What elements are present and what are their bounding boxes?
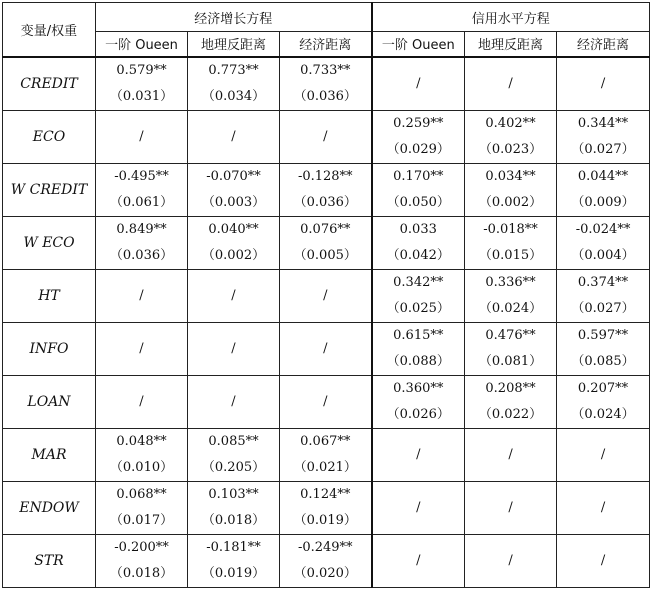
coefficient-cell xyxy=(96,534,188,587)
coefficient-estimate: / xyxy=(600,552,606,568)
coefficient-cell xyxy=(465,322,557,375)
coefficient-estimate: -0.181** xyxy=(206,539,261,555)
coefficient-estimate: 0.103** xyxy=(208,486,259,502)
standard-error: （0.036） xyxy=(109,247,174,263)
coefficient-cell xyxy=(557,269,650,322)
standard-error: （0.018） xyxy=(109,565,174,581)
coefficient-estimate: -0.200** xyxy=(114,539,169,555)
table-row xyxy=(3,534,650,587)
coefficient-estimate: -0.018** xyxy=(483,221,538,237)
coefficient-cell xyxy=(465,216,557,269)
standard-error: （0.042） xyxy=(386,247,450,263)
coefficient-cell xyxy=(557,216,650,269)
coefficient-estimate: / xyxy=(416,446,421,462)
coefficient-cell xyxy=(188,216,280,269)
coefficient-cell xyxy=(96,57,188,111)
coefficient-estimate: / xyxy=(600,499,606,515)
variable-name: ENDOW xyxy=(3,481,96,534)
coefficient-cell xyxy=(96,322,188,375)
coefficient-estimate: / xyxy=(508,552,513,568)
table-row xyxy=(3,269,650,322)
standard-error: （0.002） xyxy=(201,247,266,263)
coefficient-cell xyxy=(557,375,650,428)
coefficient-estimate: 0.733** xyxy=(300,62,351,78)
variable-name: W ECO xyxy=(3,216,96,269)
corner-header: 变量/权重 xyxy=(3,3,96,57)
standard-error: （0.026） xyxy=(386,406,450,422)
variable-name: ECO xyxy=(3,110,96,163)
coefficient-estimate: 0.170** xyxy=(393,168,444,184)
table-row xyxy=(3,375,650,428)
coefficient-cell xyxy=(280,269,372,322)
standard-error: （0.021） xyxy=(293,459,357,475)
coefficient-estimate: / xyxy=(139,128,144,144)
coefficient-cell xyxy=(188,375,280,428)
table-row xyxy=(3,163,650,216)
coefficient-cell xyxy=(280,57,372,111)
standard-error: （0.009） xyxy=(571,194,635,210)
table-row xyxy=(3,216,650,269)
standard-error: （0.010） xyxy=(109,459,174,475)
table-row xyxy=(3,110,650,163)
coefficient-cell xyxy=(280,216,372,269)
variable-name: HT xyxy=(3,269,96,322)
coefficient-estimate: / xyxy=(508,75,513,91)
coefficient-cell xyxy=(372,375,465,428)
coefficient-estimate: 0.068** xyxy=(116,486,167,502)
coefficient-cell xyxy=(280,322,372,375)
coefficient-estimate: 0.048** xyxy=(116,433,167,449)
coefficient-cell xyxy=(280,163,372,216)
standard-error: （0.025） xyxy=(386,300,450,316)
coefficient-cell xyxy=(372,163,465,216)
standard-error: （0.029） xyxy=(386,141,450,157)
table-body xyxy=(3,57,650,588)
coefficient-cell xyxy=(188,57,280,111)
standard-error: （0.024） xyxy=(478,300,543,316)
group-header-credit: 信用水平方程 xyxy=(372,3,650,32)
coefficient-cell xyxy=(372,481,465,534)
coefficient-cell xyxy=(557,481,650,534)
table-row xyxy=(3,322,650,375)
coefficient-cell xyxy=(188,269,280,322)
standard-error: （0.205） xyxy=(201,459,266,475)
coefficient-estimate: / xyxy=(323,287,328,303)
standard-error: （0.004） xyxy=(571,247,635,263)
standard-error: （0.027） xyxy=(571,300,635,316)
header-row-groups xyxy=(3,3,650,32)
coefficient-estimate: / xyxy=(139,287,144,303)
coefficient-cell xyxy=(96,428,188,481)
coefficient-cell xyxy=(280,375,372,428)
coefficient-estimate: 0.085** xyxy=(208,433,259,449)
variable-name: LOAN xyxy=(3,375,96,428)
coefficient-estimate: 0.067** xyxy=(300,433,351,449)
standard-error: （0.031） xyxy=(109,88,174,104)
coefficient-estimate: / xyxy=(508,446,513,462)
coefficient-cell xyxy=(188,110,280,163)
standard-error: （0.061） xyxy=(109,194,174,210)
coefficient-estimate: 0.849** xyxy=(116,221,167,237)
variable-name: CREDIT xyxy=(3,57,96,111)
header-row-subcols xyxy=(3,32,650,57)
coefficient-estimate: 0.344** xyxy=(577,115,629,131)
coefficient-cell xyxy=(557,534,650,587)
standard-error: （0.088） xyxy=(386,353,450,369)
subcol-header: 经济距离 xyxy=(557,32,650,57)
coefficient-estimate: / xyxy=(231,393,236,409)
standard-error: （0.017） xyxy=(109,512,174,528)
group-header-growth: 经济增长方程 xyxy=(96,3,372,32)
coefficient-estimate: 0.044** xyxy=(577,168,629,184)
coefficient-cell xyxy=(188,163,280,216)
standard-error: （0.015） xyxy=(478,247,543,263)
coefficient-estimate: 0.374** xyxy=(577,274,629,290)
table-row xyxy=(3,481,650,534)
coefficient-estimate: 0.402** xyxy=(485,115,536,131)
coefficient-estimate: 0.579** xyxy=(116,62,167,78)
variable-name: MAR xyxy=(3,428,96,481)
coefficient-estimate: 0.033 xyxy=(399,221,437,237)
standard-error: （0.002） xyxy=(478,194,543,210)
coefficient-estimate: 0.076** xyxy=(300,221,351,237)
standard-error: （0.050） xyxy=(386,194,450,210)
coefficient-estimate: / xyxy=(600,446,606,462)
coefficient-estimate: / xyxy=(323,340,328,356)
coefficient-estimate: 0.336** xyxy=(485,274,536,290)
coefficient-cell xyxy=(96,375,188,428)
coefficient-estimate: / xyxy=(323,128,328,144)
subcol-header: 一阶 Oueen xyxy=(372,32,465,57)
coefficient-estimate: 0.207** xyxy=(577,380,629,396)
coefficient-estimate: -0.495** xyxy=(114,168,169,184)
standard-error: （0.018） xyxy=(201,512,266,528)
coefficient-estimate: / xyxy=(416,499,421,515)
coefficient-cell xyxy=(372,216,465,269)
regression-results-table xyxy=(2,2,650,588)
standard-error: （0.019） xyxy=(201,565,266,581)
coefficient-estimate: / xyxy=(323,393,328,409)
coefficient-cell xyxy=(188,481,280,534)
coefficient-cell xyxy=(280,481,372,534)
coefficient-estimate: / xyxy=(139,393,144,409)
standard-error: （0.020） xyxy=(293,565,357,581)
coefficient-estimate: -0.249** xyxy=(297,539,353,555)
coefficient-estimate: 0.615** xyxy=(393,327,444,343)
coefficient-cell xyxy=(188,534,280,587)
coefficient-estimate: 0.124** xyxy=(300,486,351,502)
coefficient-estimate: 0.259** xyxy=(393,115,444,131)
coefficient-estimate: 0.360** xyxy=(393,380,444,396)
coefficient-estimate: 0.476** xyxy=(485,327,536,343)
coefficient-cell xyxy=(96,481,188,534)
subcol-header: 一阶 Oueen xyxy=(96,32,188,57)
subcol-header: 地理反距离 xyxy=(465,32,557,57)
coefficient-estimate: 0.208** xyxy=(485,380,536,396)
coefficient-cell xyxy=(372,57,465,111)
coefficient-cell xyxy=(557,428,650,481)
standard-error: （0.027） xyxy=(571,141,635,157)
standard-error: （0.081） xyxy=(478,353,543,369)
standard-error: （0.024） xyxy=(571,406,635,422)
coefficient-cell xyxy=(372,269,465,322)
variable-name: W CREDIT xyxy=(3,163,96,216)
coefficient-cell xyxy=(465,163,557,216)
coefficient-cell xyxy=(465,110,557,163)
table-header xyxy=(3,3,650,57)
coefficient-cell xyxy=(96,269,188,322)
coefficient-estimate: / xyxy=(231,287,236,303)
standard-error: （0.023） xyxy=(478,141,543,157)
coefficient-cell xyxy=(465,57,557,111)
coefficient-estimate: / xyxy=(231,128,236,144)
coefficient-estimate: 0.034** xyxy=(485,168,536,184)
subcol-header: 经济距离 xyxy=(280,32,372,57)
coefficient-estimate: / xyxy=(416,75,421,91)
coefficient-estimate: / xyxy=(139,340,144,356)
coefficient-cell xyxy=(557,110,650,163)
coefficient-cell xyxy=(280,110,372,163)
coefficient-estimate: 0.342** xyxy=(393,274,444,290)
standard-error: （0.036） xyxy=(293,194,357,210)
coefficient-estimate: -0.128** xyxy=(297,168,353,184)
coefficient-cell xyxy=(557,163,650,216)
coefficient-estimate: -0.070** xyxy=(206,168,261,184)
coefficient-estimate: / xyxy=(508,499,513,515)
coefficient-cell xyxy=(280,534,372,587)
coefficient-cell xyxy=(557,322,650,375)
coefficient-cell xyxy=(96,163,188,216)
coefficient-estimate: / xyxy=(231,340,236,356)
coefficient-cell xyxy=(372,428,465,481)
coefficient-cell xyxy=(465,269,557,322)
standard-error: （0.003） xyxy=(201,194,266,210)
subcol-header: 地理反距离 xyxy=(188,32,280,57)
coefficient-estimate: / xyxy=(600,75,606,91)
coefficient-cell xyxy=(96,216,188,269)
coefficient-cell xyxy=(280,428,372,481)
coefficient-cell xyxy=(465,428,557,481)
standard-error: （0.022） xyxy=(478,406,543,422)
variable-name: STR xyxy=(3,534,96,587)
coefficient-estimate: 0.597** xyxy=(577,327,629,343)
standard-error: （0.005） xyxy=(293,247,357,263)
coefficient-cell xyxy=(372,322,465,375)
coefficient-estimate: / xyxy=(416,552,421,568)
coefficient-estimate: -0.024** xyxy=(575,221,631,237)
coefficient-cell xyxy=(557,57,650,111)
standard-error: （0.085） xyxy=(571,353,635,369)
coefficient-estimate: 0.040** xyxy=(208,221,259,237)
coefficient-cell xyxy=(372,534,465,587)
coefficient-cell xyxy=(372,110,465,163)
table-row xyxy=(3,428,650,481)
coefficient-cell xyxy=(188,428,280,481)
coefficient-cell xyxy=(465,375,557,428)
standard-error: （0.034） xyxy=(201,88,266,104)
variable-name: INFO xyxy=(3,322,96,375)
standard-error: （0.019） xyxy=(293,512,357,528)
coefficient-cell xyxy=(96,110,188,163)
table-row xyxy=(3,57,650,111)
standard-error: （0.036） xyxy=(293,88,357,104)
coefficient-cell xyxy=(465,534,557,587)
coefficient-estimate: 0.773** xyxy=(208,62,259,78)
coefficient-cell xyxy=(188,322,280,375)
coefficient-cell xyxy=(465,481,557,534)
